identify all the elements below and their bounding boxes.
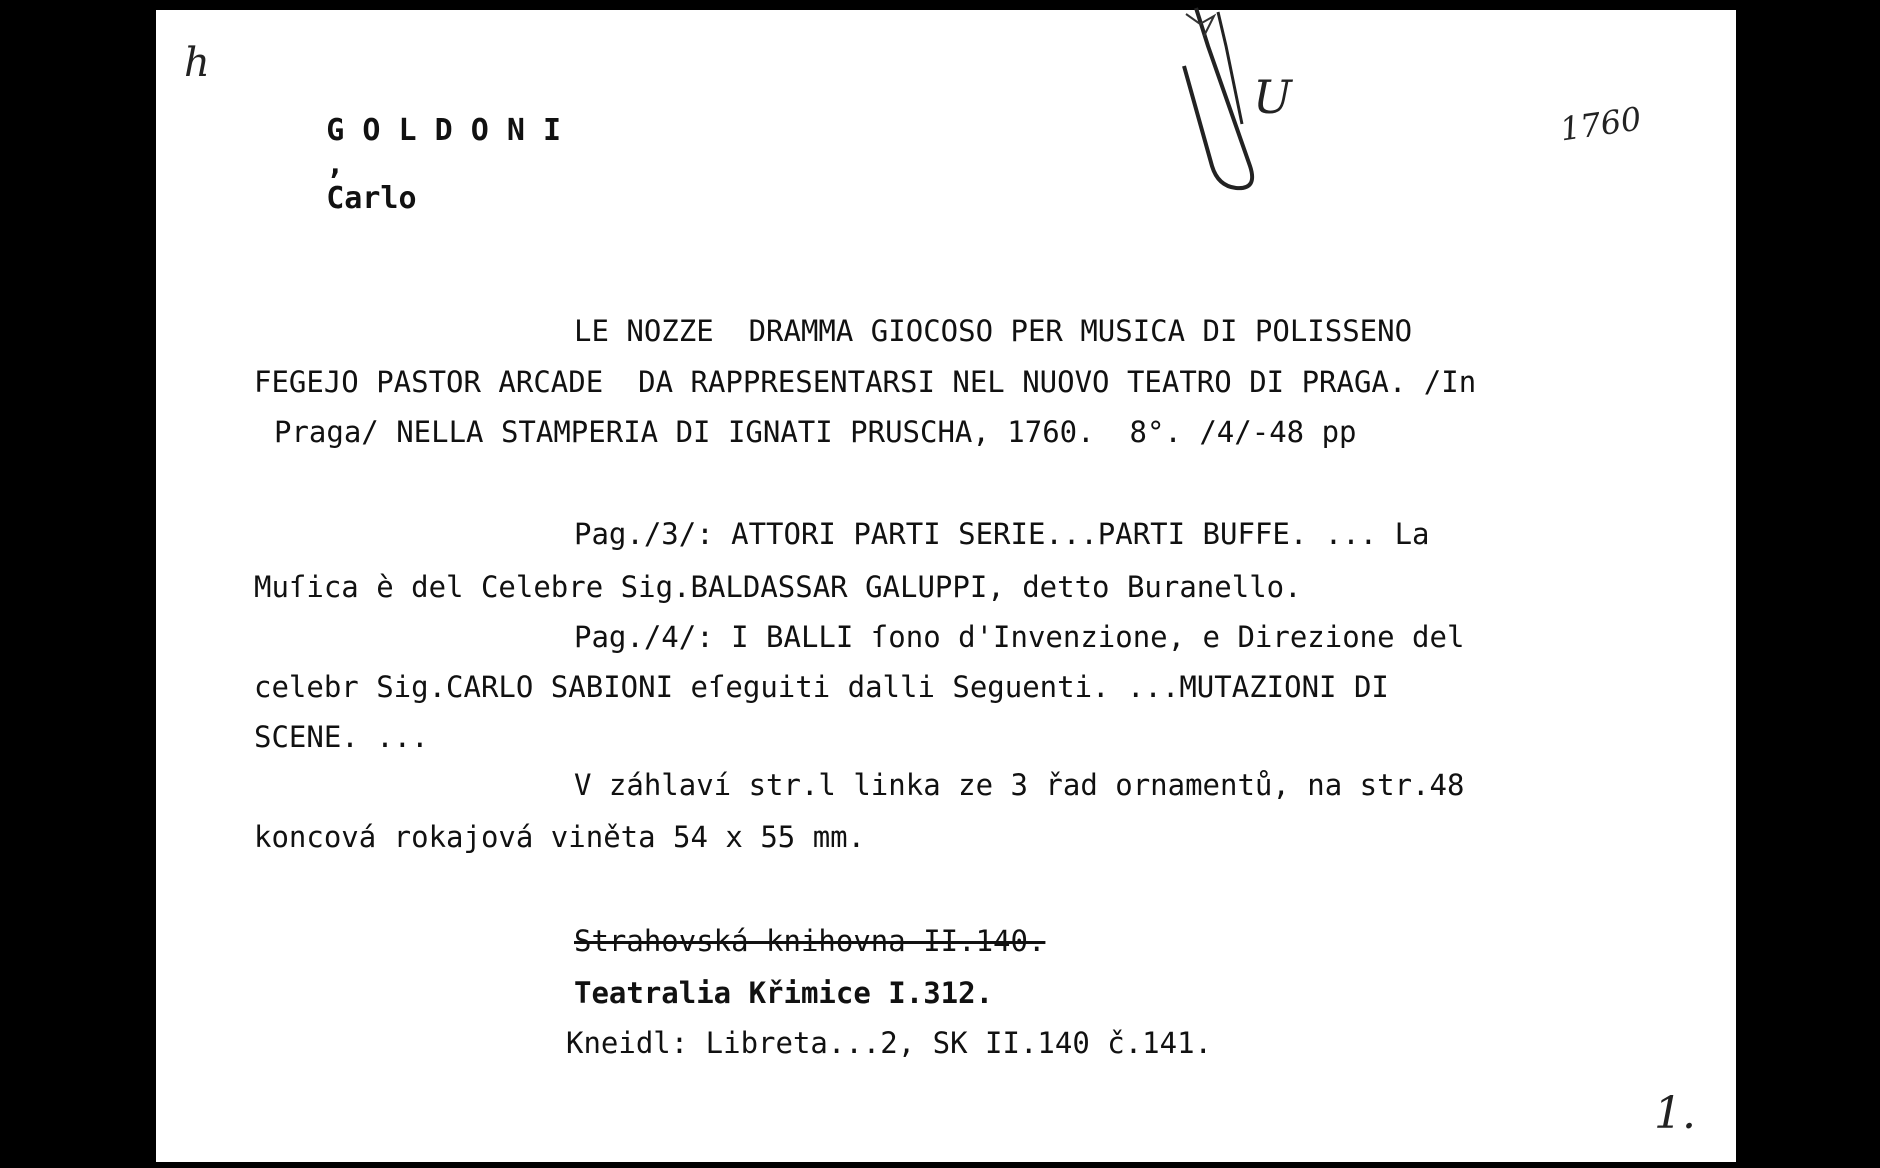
handwritten-year: 1760 bbox=[1557, 99, 1644, 149]
location-struck: Strahovská knihovna II.140. bbox=[574, 924, 1046, 958]
note-line-1: Pag./3/: ATTORI PARTI SERIE...PARTI BUFFE. ... La bbox=[574, 517, 1430, 551]
note-line-4: celebr Sig.CARLO SABIONI eſeguiti dalli Seguenti. ...MUTAZIONI DI bbox=[254, 670, 1389, 704]
handwritten-card-number: 1. bbox=[1654, 1088, 1696, 1139]
note-line-7: koncová rokajová viněta 54 x 55 mm. bbox=[254, 820, 866, 854]
location-line-2: Kneidl: Libreta...2, SK II.140 č.141. bbox=[566, 1026, 1213, 1060]
note-line-2: Muſica è del Celebre Sig.BALDASSAR GALUPPI, detto Buranello. bbox=[254, 570, 1302, 604]
title-line-2: FEGEJO PASTOR ARCADE DA RAPPRESENTARSI NEL NUOVO TEATRO DI PRAGA. /In bbox=[254, 365, 1477, 399]
author-comma: , bbox=[326, 147, 345, 182]
catalog-card bbox=[156, 10, 1736, 1162]
note-line-5: SCENE. ... bbox=[254, 720, 429, 754]
title-line-3: Praga/ NELLA STAMPERIA DI IGNATI PRUSCHA, 1760. 8°. /4/-48 pp bbox=[274, 415, 1357, 449]
author-given-name: Carlo bbox=[326, 181, 417, 216]
paperclip-icon bbox=[1156, 6, 1266, 196]
handwritten-mark-left: h bbox=[184, 40, 210, 86]
note-line-6: V záhlaví str.l linka ze 3 řad ornamentů, na str.48 bbox=[574, 768, 1465, 802]
author-surname: G O L D O N I bbox=[326, 113, 562, 148]
note-line-3: Pag./4/: I BALLI ſono d'Invenzione, e Direzione del bbox=[574, 620, 1465, 654]
title-line-1: LE NOZZE DRAMMA GIOCOSO PER MUSICA DI POLISSENO bbox=[574, 314, 1413, 348]
handwritten-mark-u: U bbox=[1253, 70, 1292, 124]
author-heading bbox=[254, 80, 561, 250]
location-line-1: Teatralia Křimice I.312. bbox=[574, 976, 994, 1010]
